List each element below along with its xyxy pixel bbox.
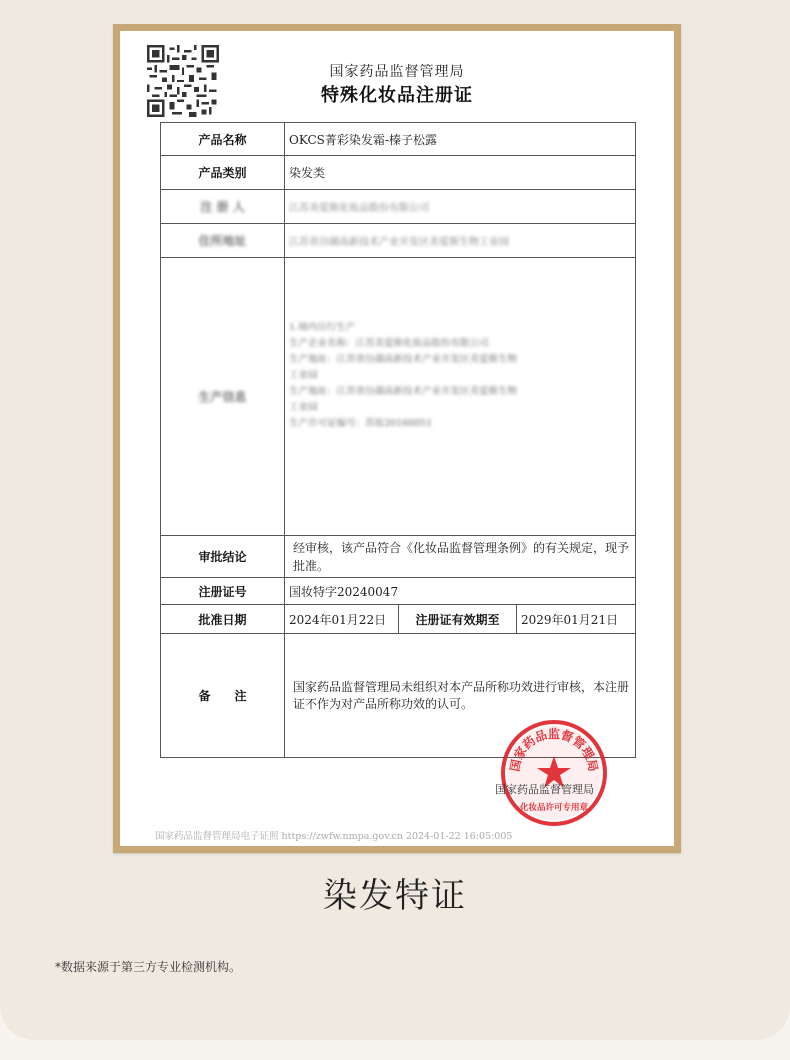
approval-date-value: 2024年01月22日 bbox=[285, 605, 399, 634]
seal-arc-text: 国家药品监督管理局 bbox=[507, 727, 601, 773]
table-row bbox=[161, 123, 636, 156]
table-row bbox=[161, 536, 636, 578]
footnote: *数据来源于第三方专业检测机构。 bbox=[55, 960, 242, 974]
production-line: 生产许可证编号：苏妆20160051 bbox=[289, 418, 433, 429]
production-lines bbox=[289, 258, 631, 432]
certificate bbox=[120, 31, 674, 846]
review-value: 经审核，该产品符合《化妆品监督管理条例》的有关规定，现予批准。 bbox=[285, 536, 636, 578]
validity-label: 注册证有效期至 bbox=[399, 605, 517, 634]
production-line: 1.境内自行生产 bbox=[289, 322, 356, 333]
remarks-label: 备 注 bbox=[161, 634, 285, 758]
remarks-value: 国家药品监督管理局未组织对本产品所称功效进行审核，本注册证不作为对产品所称功效的认可。 bbox=[285, 634, 636, 758]
production-line: 生产企业名称：江苏美爱斯化妆品股份有限公司 bbox=[289, 338, 489, 349]
watermark-text: 国家药品监督管理局电子证照 https://zwfw.nmpa.gov.cn 2024-01-22 16:05:005 bbox=[155, 831, 513, 842]
registrant-value: 江苏美爱斯化妆品股份有限公司 bbox=[285, 190, 636, 224]
registrant-label: 注 册 人 bbox=[161, 190, 285, 224]
approval-date-label: 批准日期 bbox=[161, 605, 285, 634]
table-row bbox=[161, 605, 636, 634]
production-line: 工业园 bbox=[289, 402, 318, 413]
certificate-frame bbox=[113, 24, 681, 853]
product-name-value: OKCS菁彩染发霜-榛子松露 bbox=[285, 123, 636, 156]
address-value: 江苏省汾湖高新技术产业开发区美爱斯生物工业园 bbox=[285, 224, 636, 258]
page-caption: 染发特证 bbox=[323, 876, 467, 916]
reg-number-value: 国妆特字20240047 bbox=[285, 578, 636, 605]
production-info bbox=[285, 258, 636, 536]
table-row bbox=[161, 258, 636, 536]
product-category-value: 染发类 bbox=[285, 156, 636, 190]
product-category-label: 产品类别 bbox=[161, 156, 285, 190]
production-label: 生产信息 bbox=[161, 258, 285, 536]
table-row bbox=[161, 578, 636, 605]
production-line: 工业园 bbox=[289, 370, 318, 381]
production-line: 生产地址：江苏省汾湖高新技术产业开发区美爱斯生物 bbox=[289, 386, 518, 397]
production-line: 生产地址：江苏省汾湖高新技术产业开发区美爱斯生物 bbox=[289, 354, 518, 365]
table-row bbox=[161, 224, 636, 258]
validity-value: 2029年01月21日 bbox=[517, 605, 636, 634]
issuer-name: 国家药品监督管理局 bbox=[495, 783, 594, 796]
agency-name: 国家药品监督管理局 bbox=[329, 64, 465, 80]
official-seal-icon bbox=[499, 718, 609, 828]
seal-bottom-text: 化妆品许可专用章 bbox=[519, 803, 589, 813]
reg-number-label: 注册证号 bbox=[161, 578, 285, 605]
certificate-title: 特殊化妆品注册证 bbox=[321, 85, 473, 106]
address-label: 住所地址 bbox=[161, 224, 285, 258]
table-row bbox=[161, 190, 636, 224]
table-row bbox=[161, 156, 636, 190]
review-label: 审批结论 bbox=[161, 536, 285, 578]
product-name-label: 产品名称 bbox=[161, 123, 285, 156]
certificate-table bbox=[160, 122, 636, 758]
